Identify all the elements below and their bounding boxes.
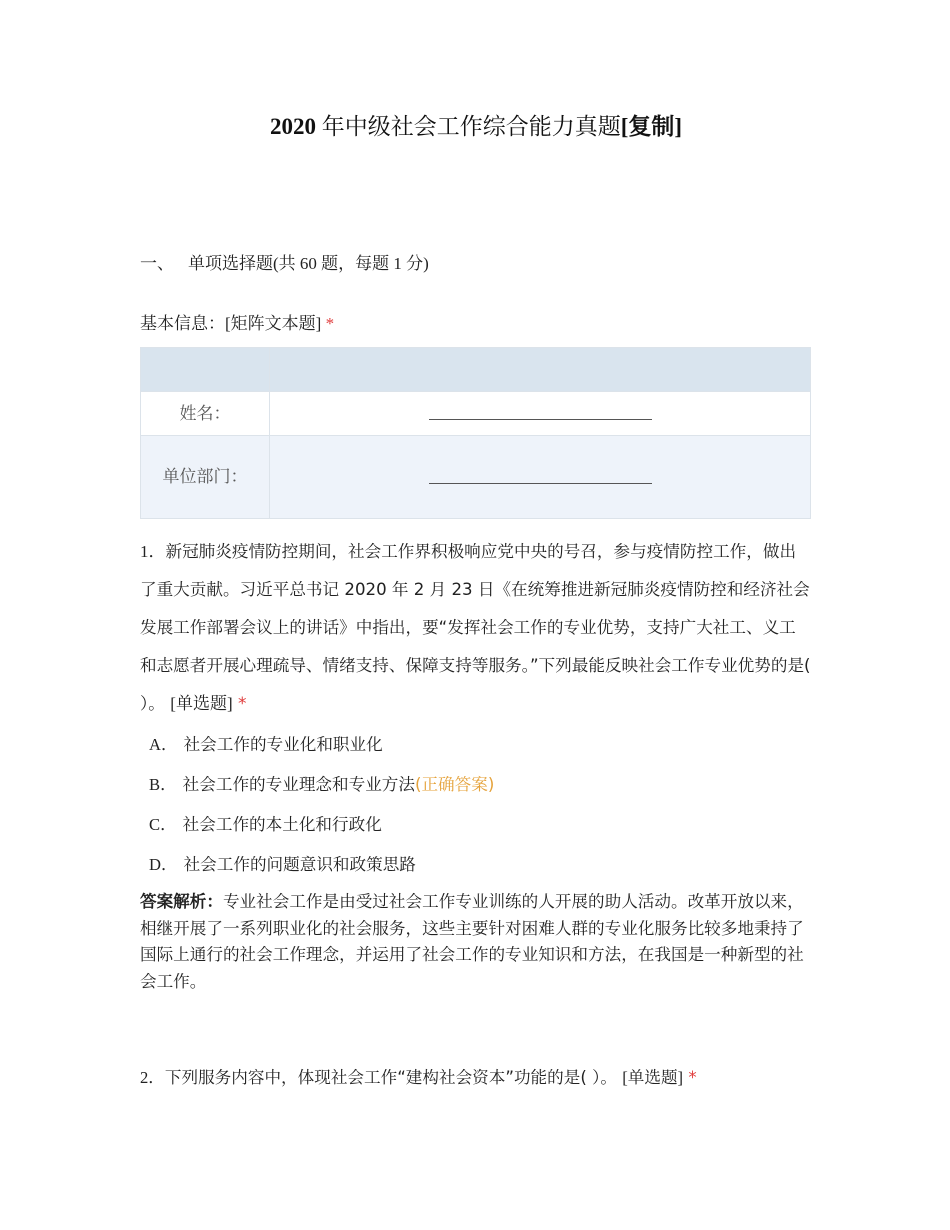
department-label-text: 单位部门： [162, 467, 248, 486]
correct-answer-tag: (正确答案) [414, 775, 495, 794]
option-letter: A． [149, 735, 178, 754]
option-text: 社会工作的专业化和职业化 [183, 735, 383, 754]
question-1-type: [单选题] [170, 694, 233, 713]
section-heading [140, 252, 429, 276]
section-number: 一、 [140, 254, 174, 273]
basic-info-label [140, 312, 334, 336]
department-field-cell [270, 436, 811, 519]
analysis-text: 专业社会工作是由受过社会工作专业训练的人开展的助人活动。改革开放以来，相继开展了一系列职业化的社会服务，这些主要针对困难人群的专业化服务比较多地秉持了国际上通行的社会工作理念，并运用了社会工作的专业知识和方法，在我国是一种新型的社会工作。 [140, 892, 804, 991]
department-label [141, 436, 270, 519]
title-suffix: [复制] [620, 114, 683, 139]
option-c[interactable] [149, 805, 494, 845]
matrix-header-cell [141, 348, 270, 392]
required-mark: * [238, 694, 247, 714]
question-1-options [149, 725, 494, 885]
required-mark: * [688, 1068, 697, 1087]
basic-info-text: 基本信息：[矩阵文本题] [140, 314, 322, 333]
matrix-header-row [141, 348, 811, 392]
question-1-number: 1． [140, 542, 166, 561]
basic-info-matrix [140, 347, 811, 519]
option-text: 社会工作的问题意识和政策思路 [183, 855, 416, 874]
option-letter: D． [149, 855, 178, 874]
title-main: 年中级社会工作综合能力真题 [315, 114, 621, 139]
option-d[interactable] [149, 845, 494, 885]
name-field-cell [270, 392, 811, 436]
name-input-line[interactable] [429, 409, 652, 420]
option-letter: B． [149, 775, 177, 794]
question-2-number: 2． [140, 1068, 165, 1087]
question-1-text: 新冠肺炎疫情防控期间，社会工作界积极响应党中央的号召，参与疫情防控工作，做出了重大贡献。习近平总书记 2020 年 2 月 23 日《在统筹推进新冠肺炎疫情防控和经济社会发展工作部署会议上的讲话》中指出，要“发挥社会工作的专业优势，支持广大社工、义工和志愿者开展心理疏导、情绪支持、保障支持等服务。”下列最能反映社会工作专业优势的是( ）。 [140, 542, 811, 713]
question-2 [140, 1066, 812, 1090]
department-input-line[interactable] [429, 473, 652, 484]
answer-analysis [140, 889, 812, 995]
question-2-text: 下列服务内容中，体现社会工作“建构社会资本”功能的是( ）。 [164, 1068, 617, 1087]
matrix-row-department [141, 436, 811, 519]
analysis-label: 答案解析： [140, 892, 223, 911]
name-label: 姓名： [141, 392, 270, 436]
page-title [140, 112, 812, 142]
section-heading-text: 单项选择题(共 60 题，每题 1 分) [188, 254, 429, 273]
option-b[interactable] [149, 765, 494, 805]
option-text: 社会工作的专业理念和专业方法 [182, 775, 415, 794]
question-2-type: [单选题] [622, 1068, 684, 1087]
matrix-row-name [141, 392, 811, 436]
question-1 [140, 533, 812, 723]
option-letter: C． [149, 815, 177, 834]
title-year: 2020 [269, 114, 316, 139]
option-a[interactable] [149, 725, 494, 765]
matrix-header-cell [270, 348, 811, 392]
required-mark: * [325, 314, 335, 333]
option-text: 社会工作的本土化和行政化 [182, 815, 382, 834]
